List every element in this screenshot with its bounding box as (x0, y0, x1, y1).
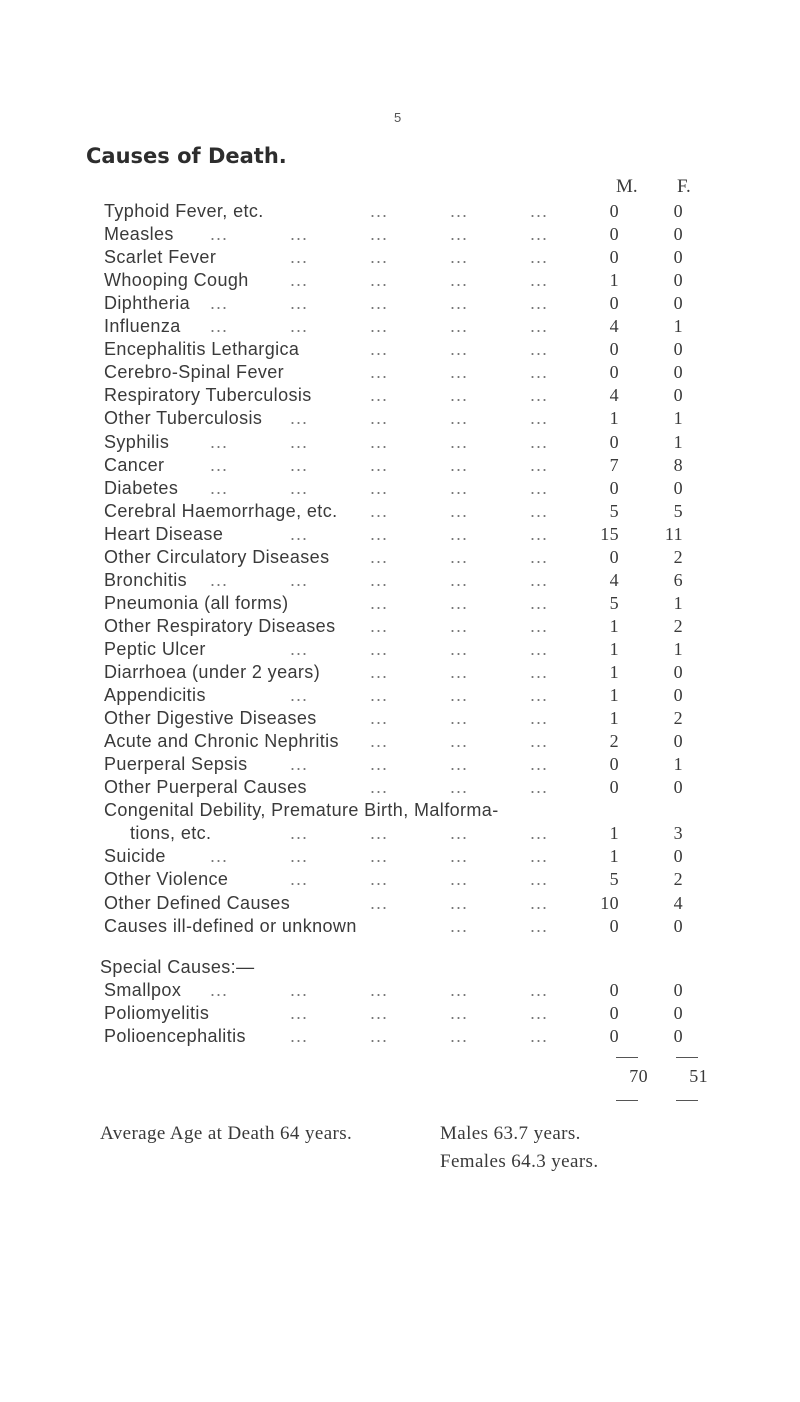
table-row (0, 916, 800, 940)
leader-dots: ... (370, 293, 389, 314)
total-rule-male-top (616, 1057, 638, 1058)
male-count: 4 (609, 569, 619, 590)
cause-label: Diphtheria (104, 293, 191, 314)
female-count: 0 (673, 293, 683, 314)
leader-dots: ... (290, 523, 309, 544)
female-count: 1 (673, 316, 683, 337)
leader-dots: ... (370, 500, 389, 521)
cause-label: Syphilis (104, 431, 170, 452)
female-count: 4 (673, 892, 683, 913)
table-row (0, 408, 800, 432)
leader-dots: ... (290, 224, 309, 245)
leader-dots: ... (530, 385, 549, 406)
male-count: 7 (609, 454, 619, 475)
leader-dots: ... (530, 615, 549, 636)
leader-dots: ... (290, 316, 309, 337)
leader-dots: ... (370, 408, 389, 429)
cause-label: Acute and Chronic Nephritis (104, 731, 339, 752)
male-count: 1 (609, 270, 619, 291)
male-count: 5 (609, 869, 619, 890)
leader-dots: ... (450, 293, 469, 314)
leader-dots: ... (450, 500, 469, 521)
leader-dots: ... (530, 270, 549, 291)
leader-dots: ... (530, 638, 549, 659)
cause-label: Cerebral Haemorrhage, etc. (104, 500, 338, 521)
table-row (0, 639, 800, 663)
female-count: 6 (673, 569, 683, 590)
table-row (0, 893, 800, 917)
cause-label: Diabetes (104, 477, 179, 498)
leader-dots: ... (370, 846, 389, 867)
leader-dots: ... (290, 270, 309, 291)
special-causes-heading (0, 957, 800, 981)
leader-dots: ... (450, 615, 469, 636)
leader-dots: ... (530, 708, 549, 729)
cause-label: Other Circulatory Diseases (104, 546, 330, 567)
cause-label: Suicide (104, 846, 166, 867)
cause-label: Influenza (104, 316, 181, 337)
male-count: 1 (609, 823, 619, 844)
cause-label: Causes ill-defined or unknown (104, 915, 357, 936)
leader-dots: ... (450, 431, 469, 452)
table-row (0, 593, 800, 617)
female-count: 1 (673, 431, 683, 452)
leader-dots: ... (450, 979, 469, 1000)
cause-label: Other Tuberculosis (104, 408, 263, 429)
leader-dots: ... (370, 869, 389, 890)
leader-dots: ... (370, 431, 389, 452)
leader-dots: ... (450, 823, 469, 844)
male-count: 0 (609, 224, 619, 245)
cause-label: Diarrhoea (under 2 years) (104, 662, 321, 682)
leader-dots: ... (370, 270, 389, 291)
leader-dots: ... (290, 1002, 309, 1023)
cause-label: Heart Disease (104, 523, 224, 544)
leader-dots: ... (530, 362, 549, 383)
leader-dots: ... (370, 754, 389, 775)
leader-dots: ... (530, 431, 549, 452)
male-count: 2 (609, 731, 619, 752)
leader-dots: ... (210, 224, 229, 245)
cause-label: Respiratory Tuberculosis (104, 385, 312, 406)
total-rule-male-bottom (616, 1100, 638, 1101)
leader-dots: ... (370, 638, 389, 659)
male-count: 0 (609, 1025, 619, 1046)
leader-dots: ... (370, 569, 389, 590)
female-count: 0 (673, 1002, 683, 1023)
leader-dots: ... (450, 754, 469, 775)
table-row (0, 662, 800, 686)
male-count: 0 (609, 915, 619, 936)
leader-dots: ... (530, 569, 549, 590)
female-count: 2 (673, 546, 683, 567)
leader-dots: ... (370, 339, 389, 360)
cause-label: Encephalitis Lethargica (104, 339, 300, 360)
leader-dots: ... (530, 979, 549, 1000)
leader-dots: ... (210, 569, 229, 590)
female-count: 2 (673, 708, 683, 729)
female-count: 1 (673, 638, 683, 659)
female-count: 2 (673, 869, 683, 890)
leader-dots: ... (450, 339, 469, 360)
leader-dots: ... (530, 846, 549, 867)
leader-dots: ... (210, 293, 229, 314)
leader-dots: ... (450, 777, 469, 798)
leader-dots: ... (530, 247, 549, 268)
leader-dots: ... (370, 201, 389, 221)
male-count: 0 (609, 777, 619, 798)
table-row (0, 270, 800, 294)
leader-dots: ... (450, 270, 469, 291)
cause-label: Pneumonia (all forms) (104, 592, 289, 613)
table-row (0, 293, 800, 317)
male-count: 1 (609, 408, 619, 429)
leader-dots: ... (530, 754, 549, 775)
leader-dots: ... (290, 477, 309, 498)
leader-dots: ... (370, 592, 389, 613)
table-row (0, 685, 800, 709)
male-count: 0 (609, 293, 619, 314)
table-row (0, 339, 800, 363)
leader-dots: ... (290, 685, 309, 706)
table-row (0, 455, 800, 479)
cause-label: Typhoid Fever, etc. (104, 201, 264, 221)
table-row (0, 524, 800, 548)
table-row (0, 201, 800, 225)
leader-dots: ... (450, 201, 469, 221)
table-row (0, 616, 800, 640)
leader-dots: ... (530, 546, 549, 567)
leader-dots: ... (370, 247, 389, 268)
table-row (0, 478, 800, 502)
table-row (0, 432, 800, 456)
leader-dots: ... (290, 293, 309, 314)
female-count: 0 (673, 385, 683, 406)
leader-dots: ... (530, 869, 549, 890)
leader-dots: ... (370, 731, 389, 752)
table-row (0, 501, 800, 525)
table-row (0, 800, 800, 824)
leader-dots: ... (370, 1002, 389, 1023)
female-count: 0 (673, 731, 683, 752)
leader-dots: ... (450, 385, 469, 406)
leader-dots: ... (370, 385, 389, 406)
leader-dots: ... (450, 1002, 469, 1023)
leader-dots: ... (530, 662, 549, 682)
leader-dots: ... (290, 823, 309, 844)
male-count: 1 (609, 685, 619, 706)
cause-label: Other Digestive Diseases (104, 708, 317, 729)
table-row (0, 570, 800, 594)
leader-dots: ... (450, 638, 469, 659)
female-count: 0 (673, 270, 683, 291)
leader-dots: ... (530, 316, 549, 337)
leader-dots: ... (530, 523, 549, 544)
male-count: 0 (609, 546, 619, 567)
leader-dots: ... (290, 1025, 309, 1046)
female-count: 11 (664, 523, 683, 544)
leader-dots: ... (530, 731, 549, 752)
female-count: 1 (673, 592, 683, 613)
female-count: 0 (673, 339, 683, 360)
cause-label: Congenital Debility, Premature Birth, Malforma- (104, 800, 499, 821)
leader-dots: ... (450, 316, 469, 337)
female-count: 0 (673, 777, 683, 798)
leader-dots: ... (370, 477, 389, 498)
total-rule-female-bottom (676, 1100, 698, 1101)
table-row (0, 247, 800, 271)
male-count: 1 (609, 708, 619, 729)
leader-dots: ... (450, 454, 469, 475)
table-row (0, 731, 800, 755)
cause-label: Cerebro-Spinal Fever (104, 362, 285, 383)
cause-label: Poliomyelitis (104, 1002, 210, 1023)
leader-dots: ... (210, 979, 229, 1000)
female-count: 0 (673, 1025, 683, 1046)
males-average-text: Males 63.7 years. (440, 1123, 581, 1144)
female-count: 3 (673, 823, 683, 844)
table-row (0, 547, 800, 571)
table-row (0, 846, 800, 870)
special-causes-label: Special Causes:— (100, 956, 255, 977)
column-header-female: F. (677, 176, 691, 197)
cause-label: Appendicitis (104, 685, 206, 706)
total-male: 70 (629, 1066, 648, 1086)
leader-dots: ... (450, 477, 469, 498)
leader-dots: ... (370, 546, 389, 567)
leader-dots: ... (530, 892, 549, 913)
leader-dots: ... (450, 708, 469, 729)
table-row (0, 224, 800, 248)
table-row (0, 362, 800, 386)
leader-dots: ... (210, 477, 229, 498)
leader-dots: ... (370, 1025, 389, 1046)
male-count: 0 (609, 1002, 619, 1023)
male-count: 1 (609, 615, 619, 636)
female-count: 0 (673, 685, 683, 706)
male-count: 0 (609, 477, 619, 498)
male-count: 4 (609, 385, 619, 406)
leader-dots: ... (530, 293, 549, 314)
leader-dots: ... (530, 823, 549, 844)
female-count: 2 (673, 615, 683, 636)
leader-dots: ... (290, 846, 309, 867)
cause-label: Other Puerperal Causes (104, 777, 307, 798)
leader-dots: ... (450, 224, 469, 245)
leader-dots: ... (450, 569, 469, 590)
leader-dots: ... (450, 731, 469, 752)
male-count: 0 (609, 247, 619, 268)
leader-dots: ... (450, 362, 469, 383)
male-count: 1 (609, 846, 619, 867)
leader-dots: ... (450, 523, 469, 544)
leader-dots: ... (290, 454, 309, 475)
leader-dots: ... (530, 454, 549, 475)
leader-dots: ... (450, 915, 469, 936)
male-count: 0 (609, 431, 619, 452)
leader-dots: ... (210, 846, 229, 867)
special-row (0, 1026, 800, 1050)
leader-dots: ... (210, 316, 229, 337)
leader-dots: ... (290, 754, 309, 775)
leader-dots: ... (530, 477, 549, 498)
page-title: Causes of Death. (86, 144, 287, 168)
male-count: 4 (609, 316, 619, 337)
female-count: 5 (673, 500, 683, 521)
female-count: 0 (673, 201, 683, 221)
cause-label: Other Respiratory Diseases (104, 615, 336, 636)
leader-dots: ... (370, 685, 389, 706)
column-header-male: M. (616, 176, 638, 197)
cause-label: Polioencephalitis (104, 1025, 246, 1046)
male-count: 1 (609, 638, 619, 659)
leader-dots: ... (370, 777, 389, 798)
leader-dots: ... (450, 846, 469, 867)
male-count: 1 (609, 662, 619, 682)
special-row (0, 1003, 800, 1027)
average-age-text: Average Age at Death 64 years. (100, 1123, 353, 1144)
male-count: 0 (609, 979, 619, 1000)
leader-dots: ... (530, 685, 549, 706)
special-row (0, 980, 800, 1004)
cause-label: Other Defined Causes (104, 892, 291, 913)
cause-label: Bronchitis (104, 569, 188, 590)
page-number: 5 (394, 110, 402, 125)
leader-dots: ... (530, 915, 549, 936)
leader-dots: ... (450, 408, 469, 429)
cause-label: Cancer (104, 454, 165, 475)
leader-dots: ... (450, 869, 469, 890)
leader-dots: ... (370, 708, 389, 729)
leader-dots: ... (530, 224, 549, 245)
leader-dots: ... (290, 247, 309, 268)
male-count: 10 (600, 892, 619, 913)
leader-dots: ... (530, 777, 549, 798)
table-row (0, 754, 800, 778)
leader-dots: ... (370, 224, 389, 245)
leader-dots: ... (370, 892, 389, 913)
female-count: 0 (673, 224, 683, 245)
female-count: 1 (673, 754, 683, 775)
male-count: 0 (609, 362, 619, 383)
leader-dots: ... (290, 431, 309, 452)
table-row (0, 869, 800, 893)
leader-dots: ... (370, 662, 389, 682)
cause-label: Measles (104, 224, 174, 245)
female-count: 0 (673, 915, 683, 936)
leader-dots: ... (450, 247, 469, 268)
leader-dots: ... (530, 500, 549, 521)
leader-dots: ... (450, 685, 469, 706)
leader-dots: ... (530, 339, 549, 360)
total-rule-female-top (676, 1057, 698, 1058)
male-count: 15 (600, 523, 619, 544)
table-row (0, 823, 800, 847)
leader-dots: ... (370, 454, 389, 475)
cause-label: Scarlet Fever (104, 247, 217, 268)
female-count: 1 (673, 408, 683, 429)
female-count: 8 (673, 454, 683, 475)
leader-dots: ... (450, 546, 469, 567)
female-count: 0 (673, 477, 683, 498)
leader-dots: ... (370, 823, 389, 844)
male-count: 0 (609, 754, 619, 775)
cause-label: Whooping Cough (104, 270, 249, 291)
leader-dots: ... (530, 201, 549, 221)
male-count: 0 (609, 339, 619, 360)
leader-dots: ... (450, 1025, 469, 1046)
male-count: 5 (609, 500, 619, 521)
table-row (0, 385, 800, 409)
leader-dots: ... (450, 892, 469, 913)
females-average-text: Females 64.3 years. (440, 1151, 599, 1172)
female-count: 0 (673, 979, 683, 1000)
leader-dots: ... (530, 1025, 549, 1046)
female-count: 0 (673, 247, 683, 268)
leader-dots: ... (370, 362, 389, 383)
cause-label: tions, etc. (130, 823, 212, 844)
cause-label: Peptic Ulcer (104, 638, 206, 659)
total-female: 51 (689, 1066, 708, 1086)
cause-label: Other Violence (104, 869, 229, 890)
leader-dots: ... (210, 431, 229, 452)
table-row (0, 316, 800, 340)
leader-dots: ... (370, 316, 389, 337)
cause-label: Puerperal Sepsis (104, 754, 248, 775)
female-count: 0 (673, 662, 683, 682)
leader-dots: ... (370, 979, 389, 1000)
male-count: 5 (609, 592, 619, 613)
table-row (0, 708, 800, 732)
male-count: 0 (609, 201, 619, 221)
leader-dots: ... (290, 979, 309, 1000)
leader-dots: ... (370, 523, 389, 544)
leader-dots: ... (290, 869, 309, 890)
table-row (0, 777, 800, 801)
leader-dots: ... (530, 1002, 549, 1023)
leader-dots: ... (290, 638, 309, 659)
leader-dots: ... (290, 569, 309, 590)
leader-dots: ... (450, 662, 469, 682)
female-count: 0 (673, 846, 683, 867)
leader-dots: ... (530, 592, 549, 613)
leader-dots: ... (450, 592, 469, 613)
cause-label: Smallpox (104, 979, 182, 1000)
leader-dots: ... (530, 408, 549, 429)
leader-dots: ... (370, 615, 389, 636)
female-count: 0 (673, 362, 683, 383)
leader-dots: ... (210, 454, 229, 475)
leader-dots: ... (290, 408, 309, 429)
